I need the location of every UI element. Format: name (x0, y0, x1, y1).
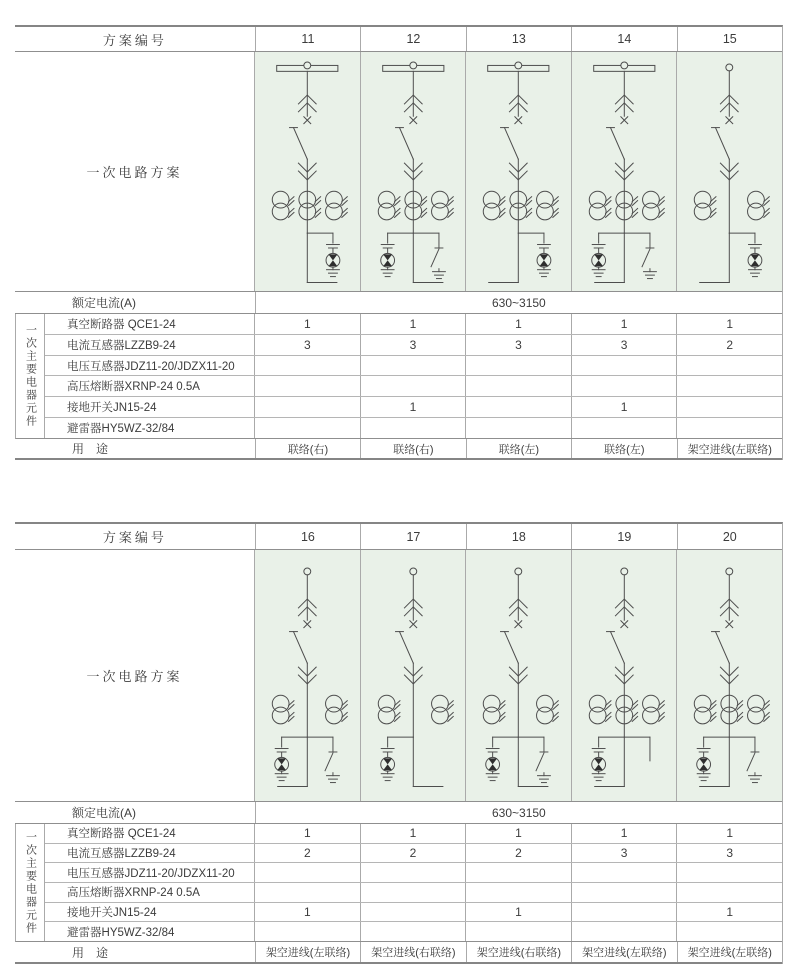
component-qty: 1 (465, 824, 571, 843)
component-name: 真空断路器 QCE1-24 (67, 828, 176, 841)
component-qty: 3 (571, 844, 677, 863)
component-qty: 3 (360, 335, 466, 355)
side-label-text: 一次主要电器元件 (24, 324, 37, 428)
component-name: 高压熔断器XRNP-24 0.5A (67, 381, 200, 394)
component-row (45, 355, 782, 376)
circuit-diagram-row (15, 52, 782, 292)
component-qty: 3 (571, 335, 677, 355)
usage-row (15, 439, 782, 460)
circuit-scheme-label: 一次电路方案 (86, 669, 183, 684)
component-qty: 3 (465, 335, 571, 355)
one-line-diagram-scheme-16 (254, 550, 360, 801)
component-qty (360, 883, 466, 902)
component-qty (676, 863, 782, 882)
one-line-diagram-scheme-12 (360, 52, 466, 291)
scheme-number: 11 (255, 27, 360, 51)
component-qty (254, 863, 360, 882)
component-row (45, 334, 782, 355)
component-row (45, 843, 782, 863)
one-line-diagram-scheme-15 (676, 52, 782, 291)
component-row (45, 921, 782, 941)
component-name: 接地开关JN15-24 (67, 907, 157, 920)
side-label-text: 一次主要电器元件 (24, 830, 37, 935)
component-qty: 1 (254, 824, 360, 843)
component-row (45, 396, 782, 417)
scheme-table-11-15 (15, 25, 783, 460)
component-qty (465, 376, 571, 396)
component-qty: 1 (465, 903, 571, 922)
primary-components-side-label (16, 314, 45, 438)
component-qty (676, 922, 782, 941)
rated-current-label: 额定电流(A) (72, 296, 136, 310)
component-qty (254, 397, 360, 417)
usage-value: 架空进线(左联络) (571, 942, 676, 962)
rated-current-label: 额定电流(A) (72, 806, 136, 820)
component-qty: 1 (254, 314, 360, 334)
component-qty (465, 883, 571, 902)
component-qty (571, 418, 677, 438)
scheme-number: 20 (677, 524, 782, 549)
component-qty: 1 (360, 397, 466, 417)
component-qty (571, 863, 677, 882)
one-line-diagram-svg (255, 56, 360, 288)
one-line-diagram-svg (572, 56, 677, 288)
component-rows (45, 824, 782, 941)
component-rows (45, 314, 782, 438)
component-qty: 1 (676, 824, 782, 843)
component-qty (571, 883, 677, 902)
component-qty (360, 863, 466, 882)
component-qty: 3 (254, 335, 360, 355)
component-qty (571, 903, 677, 922)
component-qty: 2 (360, 844, 466, 863)
one-line-diagram-svg (466, 560, 571, 792)
component-name: 真空断路器 QCE1-24 (67, 318, 176, 331)
usage-value: 联络(右) (360, 439, 465, 458)
one-line-diagram-scheme-11 (254, 52, 360, 291)
component-qty (254, 418, 360, 438)
component-qty (465, 863, 571, 882)
component-qty (254, 883, 360, 902)
component-row (45, 375, 782, 396)
component-qty (465, 397, 571, 417)
component-name: 电压互感器JDZ11-20/JDZX11-20 (67, 360, 235, 373)
component-qty (360, 903, 466, 922)
component-name: 电流互感器LZZB9-24 (67, 848, 176, 860)
scheme-number: 14 (571, 27, 676, 51)
component-qty (676, 397, 782, 417)
rated-current-value: 630~3150 (255, 802, 782, 823)
component-qty: 1 (360, 824, 466, 843)
component-qty (254, 376, 360, 396)
usage-value: 联络(左) (571, 439, 676, 458)
primary-components-side-label (16, 824, 45, 941)
component-row (45, 862, 782, 882)
one-line-diagram-svg (572, 560, 677, 792)
circuit-scheme-label: 一次电路方案 (86, 165, 183, 180)
one-line-diagram-svg (255, 560, 360, 792)
component-qty (465, 418, 571, 438)
scheme-number: 19 (571, 524, 676, 549)
scheme-no-label: 方案编号 (102, 530, 167, 545)
component-qty (676, 356, 782, 376)
one-line-diagram-svg (677, 560, 782, 792)
usage-value: 架空进线(左联络) (677, 942, 782, 962)
component-qty (676, 883, 782, 902)
component-row (45, 314, 782, 334)
scheme-number: 16 (255, 524, 360, 549)
rated-current-row (15, 292, 782, 314)
component-row (45, 417, 782, 438)
component-name: 接地开关JN15-24 (67, 402, 157, 415)
component-qty: 2 (254, 844, 360, 863)
component-qty (254, 356, 360, 376)
component-name: 避雷器HY5WZ-32/84 (67, 926, 175, 939)
primary-components-block (15, 314, 782, 439)
one-line-diagram-scheme-20 (676, 550, 782, 801)
usage-label: 用 途 (72, 945, 109, 960)
component-qty (571, 376, 677, 396)
usage-label: 用 途 (72, 442, 109, 456)
scheme-number: 12 (360, 27, 465, 51)
scheme-number: 17 (360, 524, 465, 549)
component-qty (360, 922, 466, 941)
one-line-diagram-svg (361, 560, 466, 792)
scheme-number-row (15, 27, 782, 52)
one-line-diagram-svg (466, 56, 571, 288)
usage-value: 架空进线(右联络) (360, 942, 465, 962)
scheme-number: 15 (677, 27, 782, 51)
circuit-diagram-row (15, 550, 782, 802)
component-qty: 2 (676, 335, 782, 355)
one-line-diagram-scheme-13 (465, 52, 571, 291)
primary-components-block (15, 824, 782, 942)
component-qty (465, 356, 571, 376)
component-name: 电流互感器LZZB9-24 (67, 339, 176, 352)
component-qty: 1 (571, 397, 677, 417)
usage-value: 联络(左) (466, 439, 571, 458)
one-line-diagram-svg (361, 56, 466, 288)
component-qty: 1 (465, 314, 571, 334)
component-name: 电压互感器JDZ11-20/JDZX11-20 (67, 867, 235, 880)
component-qty (571, 356, 677, 376)
component-qty: 3 (676, 844, 782, 863)
scheme-number: 18 (466, 524, 571, 549)
component-qty (360, 356, 466, 376)
one-line-diagram-scheme-17 (360, 550, 466, 801)
component-qty: 2 (465, 844, 571, 863)
component-qty (465, 922, 571, 941)
component-qty (676, 418, 782, 438)
component-qty (676, 376, 782, 396)
one-line-diagram-scheme-18 (465, 550, 571, 801)
one-line-diagram-scheme-14 (571, 52, 677, 291)
rated-current-value: 630~3150 (255, 292, 782, 313)
usage-value: 架空进线(右联络) (466, 942, 571, 962)
component-qty (360, 418, 466, 438)
component-qty: 1 (676, 314, 782, 334)
usage-row (15, 942, 782, 964)
component-qty: 1 (571, 314, 677, 334)
component-row (45, 882, 782, 902)
one-line-diagram-svg (677, 56, 782, 288)
component-row (45, 902, 782, 922)
component-qty: 1 (676, 903, 782, 922)
component-qty: 1 (360, 314, 466, 334)
component-qty (254, 922, 360, 941)
component-qty (360, 376, 466, 396)
scheme-no-label: 方案编号 (102, 32, 167, 48)
component-qty: 1 (254, 903, 360, 922)
usage-value: 架空进线(左联络) (677, 439, 782, 458)
scheme-table-16-20 (15, 522, 783, 964)
scheme-number-row (15, 524, 782, 550)
component-qty: 1 (571, 824, 677, 843)
scheme-number: 13 (466, 27, 571, 51)
one-line-diagram-scheme-19 (571, 550, 677, 801)
component-qty (571, 922, 677, 941)
component-name: 高压熔断器XRNP-24 0.5A (67, 887, 200, 900)
usage-value: 联络(右) (255, 439, 360, 458)
usage-value: 架空进线(左联络) (255, 942, 360, 962)
component-name: 避雷器HY5WZ-32/84 (67, 423, 175, 436)
rated-current-row (15, 802, 782, 824)
component-row (45, 824, 782, 843)
